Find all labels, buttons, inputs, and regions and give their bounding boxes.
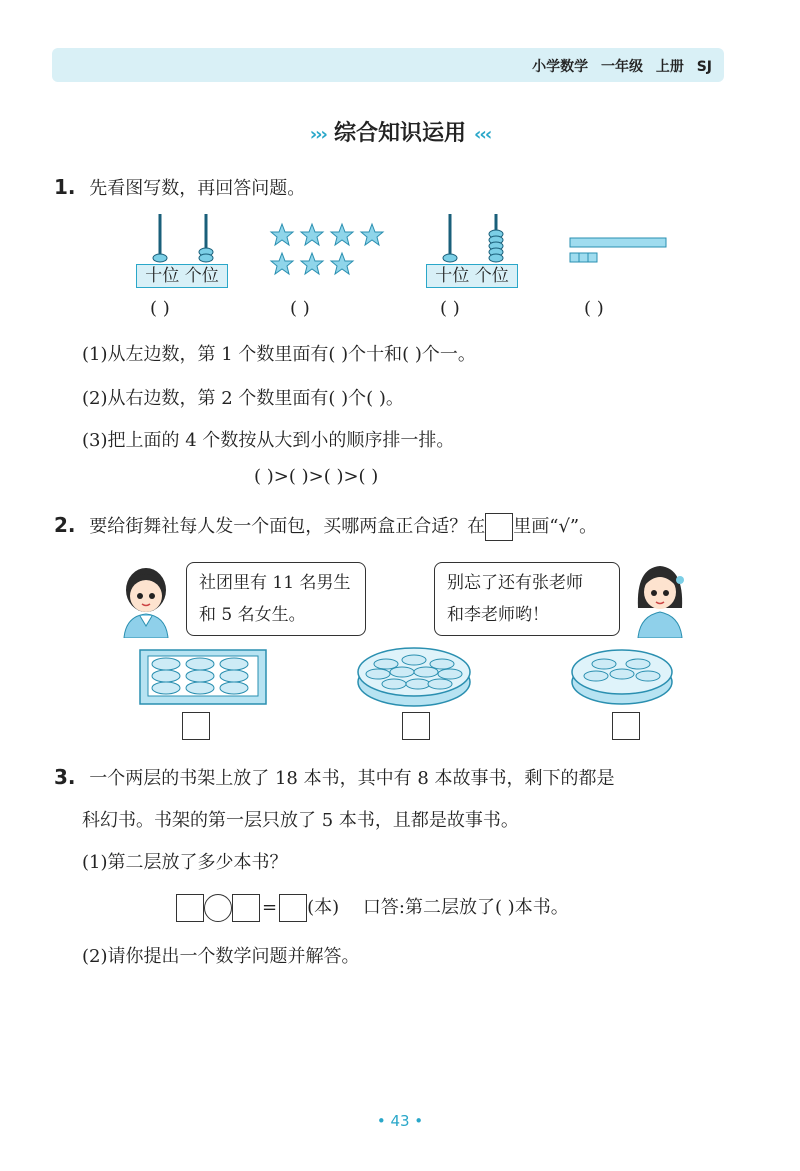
section-title [0,116,800,147]
blank-3[interactable]: ( ) [440,298,460,319]
left-chevrons: ››› [309,124,326,145]
star-icons [268,220,390,280]
abacus-1 [136,212,228,292]
equation-operator-circle[interactable] [204,894,232,922]
blocks-icon [568,234,670,268]
girl-icon [630,560,690,638]
boy-speech-bubble [186,562,366,636]
bread-box-2-icon [356,642,472,708]
header-text: 小学数学 一年级 上册 SJ [532,59,712,75]
abacus-2-label [426,264,518,288]
bread-box-1-icon [136,642,270,708]
abacus-2 [426,212,518,292]
q3-line1-text: 一个两层的书架上放了 18 本书，其中有 8 本故事书，剩下的都是 [89,768,615,789]
blank-2[interactable]: ( ) [290,298,310,319]
q2-number: 2. [54,513,76,537]
blank-1[interactable]: ( ) [150,298,170,319]
stars-group [268,220,390,280]
girl-bubble-line2: 和李老师哟！ [447,605,549,625]
equation-box-1[interactable] [176,894,204,922]
q1-sub1: (1)从左边数，第 1 个数里面有( )个十和( )个一。 [82,344,476,365]
q3-number: 3. [54,765,76,789]
q3-line2: 科幻书。书架的第一层只放了 5 本书，且都是故事书。 [82,810,519,831]
girl-speech-bubble [434,562,620,636]
q3-sub1: (1)第二层放了多少本书？ [82,852,288,873]
q3-sub2: (2)请你提出一个数学问题并解答。 [82,946,360,967]
q1-sub2: (2)从右边数，第 2 个数里面有( )个( )。 [82,388,404,409]
check-box-3[interactable] [612,712,640,740]
ones-label: 个位 [184,266,219,286]
page-number: • 43 • [376,1112,424,1130]
abacus-1-rods [136,212,228,264]
q1-sub3: (3)把上面的 4 个数按从大到小的顺序排一排。 [82,430,455,451]
bread-box-2 [356,642,472,708]
inline-box-icon [485,513,513,541]
q1-prompt [54,174,305,200]
bread-box-3 [570,642,674,708]
blank-4[interactable]: ( ) [584,298,604,319]
right-chevrons: ‹‹‹ [474,124,491,145]
equation-result-box[interactable] [279,894,307,922]
abacus-1-label [136,264,228,288]
section-title-text: 综合知识运用 [333,121,466,146]
abacus-2-rods [426,212,518,264]
bread-box-3-icon [570,642,674,708]
q3-answer: 口答:第二层放了( )本书。 [362,897,569,918]
q2-text-after: 里画“√”。 [513,516,598,537]
girl-avatar [630,560,690,638]
equals-sign: = [262,897,278,918]
bread-box-1 [136,642,270,708]
check-box-1[interactable] [182,712,210,740]
equation-box-2[interactable] [232,894,260,922]
q3-equation [176,893,569,922]
q2-text-before: 要给街舞社每人发一个面包，买哪两盒正合适？在 [89,516,486,537]
ones-label: 个位 [474,266,509,286]
girl-bubble-line1: 别忘了还有张老师 [447,573,583,593]
boy-avatar [116,562,176,638]
header-bar [52,48,724,82]
tens-label: 十位 [435,266,470,286]
q3-line1 [54,764,615,790]
q1-number: 1. [54,175,76,199]
boy-bubble-line2: 和 5 名女生。 [199,605,306,625]
counting-blocks [568,234,670,268]
boy-bubble-line1: 社团里有 11 名男生 [199,573,351,593]
q1-text: 先看图写数，再回答问题。 [89,178,306,199]
unit-label: (本) [307,897,340,918]
tens-label: 十位 [145,266,180,286]
boy-icon [116,562,176,638]
q2-prompt [54,512,597,541]
q1-order-line[interactable]: ( )>( )>( )>( ) [254,466,379,487]
check-box-2[interactable] [402,712,430,740]
